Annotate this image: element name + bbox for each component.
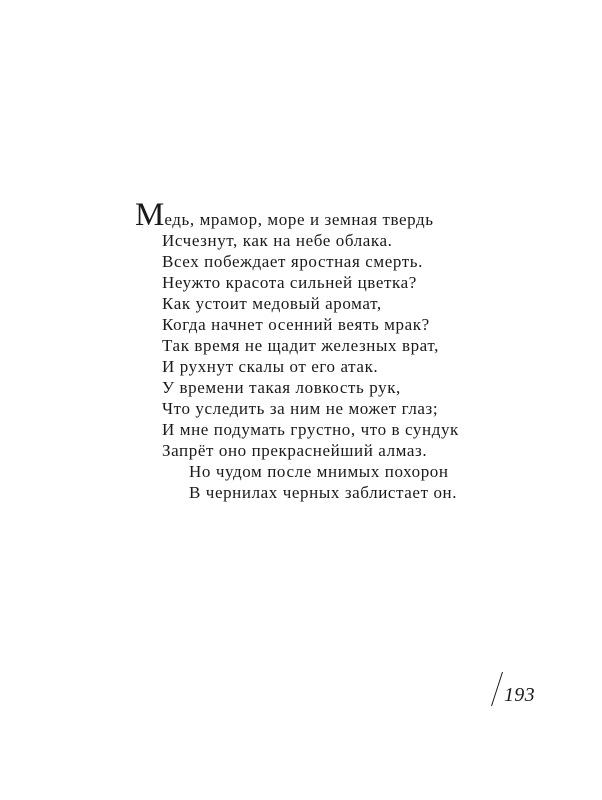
- page-slash: [490, 671, 504, 707]
- poem-line: Неужто красота сильней цветка?: [162, 273, 417, 292]
- poem-line: Как устоит медовый аромат,: [162, 294, 382, 313]
- first-line-text: едь, мрамор, море и земная твердь: [164, 210, 434, 229]
- poem-line: И рухнут скалы от его атак.: [162, 357, 379, 376]
- poem-line: И мне подумать грустно, что в сундук: [162, 420, 459, 439]
- page-number-text: 193: [504, 684, 535, 706]
- poem-line: Что уследить за ним не может глаз;: [162, 399, 439, 418]
- poem-line: Когда начнет осенний веять мрак?: [162, 315, 430, 334]
- poem-line: Исчезнут, как на небе облака.: [162, 231, 393, 250]
- poem-line: Всех побеждает яростная смерть.: [162, 252, 423, 271]
- page-number: [490, 671, 560, 711]
- poem-line: У времени такая ловкость рук,: [162, 378, 401, 397]
- couplet-line: Но чудом после мнимых похорон: [189, 462, 449, 481]
- drop-cap: М: [135, 197, 165, 233]
- poem-line: Запрёт оно прекраснейший алмаз.: [162, 441, 428, 460]
- poem-line: Так время не щадит железных врат,: [162, 336, 439, 355]
- poem-first-line: [135, 197, 434, 233]
- couplet-line: В чернилах черных заблистает он.: [189, 483, 458, 502]
